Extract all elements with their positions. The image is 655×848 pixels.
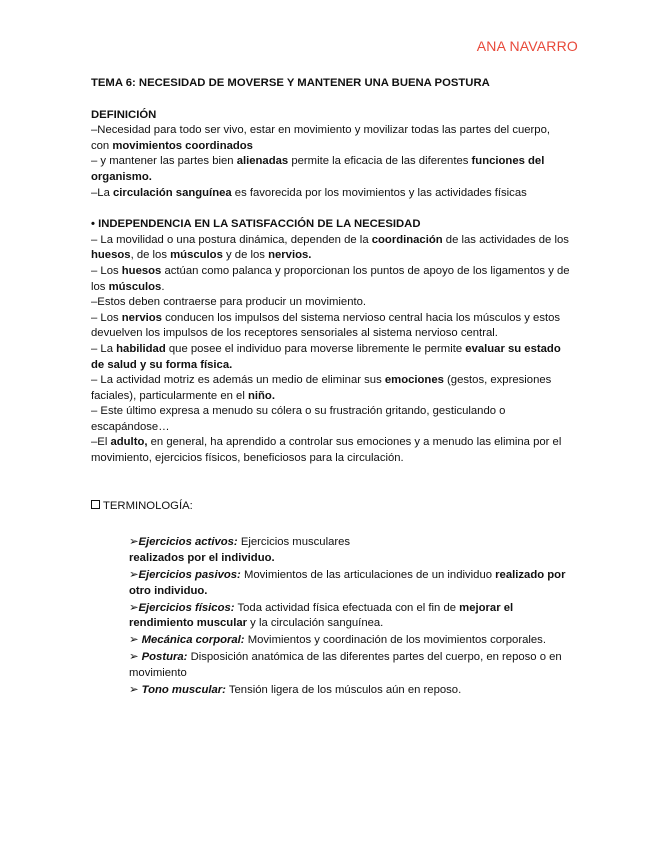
document-body [91,76,571,700]
terminologia-heading: TERMINOLOGÍA: [91,499,571,515]
terminology-item: ➢Ejercicios físicos: Toda actividad física efectuada con el fin de mejorar el rendimiento muscular y la circulación sanguínea. [129,601,514,630]
independencia-paragraph: – Los huesos actúan como palanca y proporcionan los puntos de apoyo de los ligamentos y de los músculos. [91,264,570,293]
page-title: TEMA 6: NECESIDAD DE MOVERSE Y MANTENER UNA BUENA POSTURA [91,77,490,89]
independencia-paragraph: – Los nervios conducen los impulsos del sistema nervioso central hacia los músculos y estos devuelven los impulsos de los receptores sensoriales al sistema nervioso central. [91,311,561,340]
arrow-bullet-icon: ➢ [129,684,142,697]
terminology-list [129,535,569,698]
terminology-item: ➢ Mecánica corporal: Movimientos y coordinación de los movimientos corporales. [129,634,546,647]
terminology-item: ➢ Postura: Disposición anatómica de las diferentes partes del cuerpo, en reposo o en movimiento [129,651,562,679]
author-name: ANA NAVARRO [476,38,578,54]
definicion-heading: DEFINICIÓN [91,108,157,121]
terminology-item: ➢Ejercicios pasivos: Movimientos de las articulaciones de un individuo realizado por otro individuo. [129,568,566,597]
independencia-paragraph: – La movilidad o una postura dinámica, dependen de la coordinación de las actividades de los huesos, de los músculos y de los nervios. [91,233,569,262]
terminology-item: ➢Ejercicios activos: Ejercicios musculares realizados por el individuo. [129,536,351,564]
arrow-bullet-icon: ➢ [129,601,139,614]
independencia-heading: • INDEPENDENCIA EN LA SATISFACCIÓN DE LA NECESIDAD [91,218,421,231]
arrow-bullet-icon: ➢ [129,536,139,549]
independencia-paragraph: –Estos deben contraerse para producir un movimiento. [91,296,367,309]
arrow-bullet-icon: ➢ [129,634,142,647]
definicion-paragraph: –La circulación sanguínea es favorecida por los movimientos y las actividades físicas [91,186,527,199]
arrow-bullet-icon: ➢ [129,568,139,581]
independencia-paragraph: – La habilidad que posee el individuo para moverse libremente le permite evaluar su estado de salud y su forma física. [91,342,561,371]
terminology-item: ➢ Tono muscular: Tensión ligera de los músculos aún en reposo. [129,684,462,697]
independencia-paragraph: –El adulto, en general, ha aprendido a controlar sus emociones y a menudo las elimina por el movimiento, ejercicios físicos, beneficiosos para la circulación. [91,436,562,465]
definicion-paragraph: – y mantener las partes bien alienadas permite la eficacia de las diferentes funciones del organismo. [91,155,545,183]
independencia-paragraph: – La actividad motriz es además un medio de eliminar sus emociones (gestos, expresiones faciales), particularmente en el niño. [91,374,552,402]
definicion-paragraph: –Necesidad para todo ser vivo, estar en movimiento y movilizar todas las partes del cuerpo, con movimientos coordinados [91,124,551,152]
checkbox-bullet-icon [91,500,100,509]
arrow-bullet-icon: ➢ [129,651,142,664]
independencia-paragraph: – Este último expresa a menudo su cólera o su frustración gritando, gesticulando o escapándose… [91,405,506,433]
